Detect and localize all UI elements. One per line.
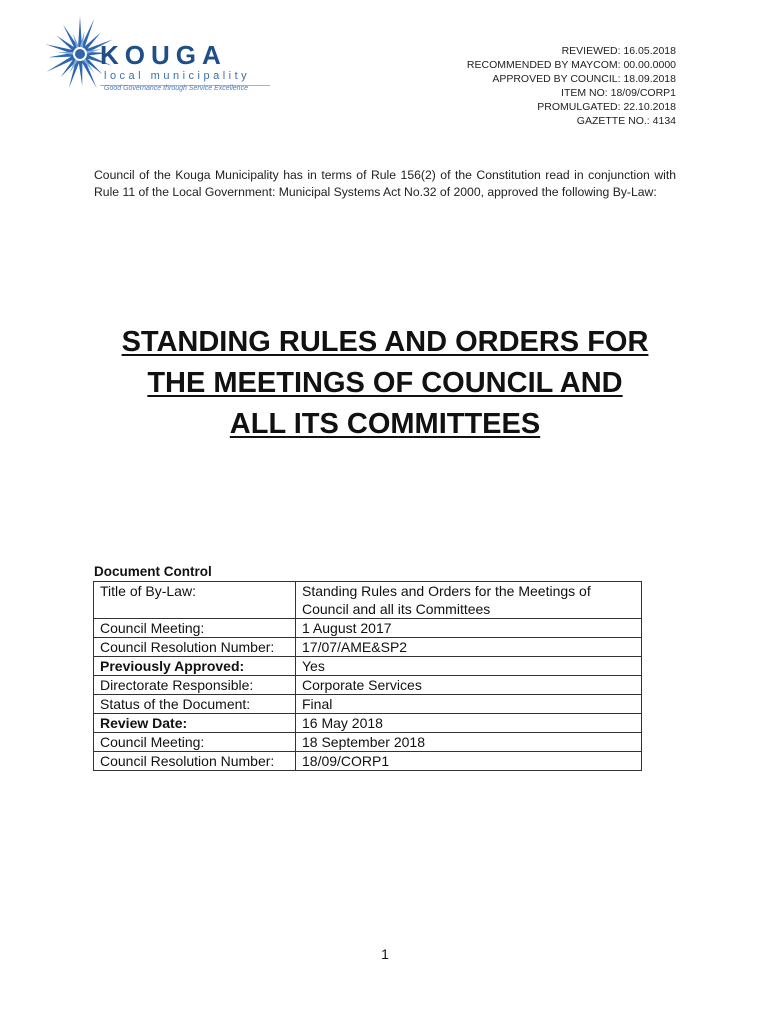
table-row (94, 582, 642, 619)
row-value: 17/07/AME&SP2 (296, 638, 642, 657)
table-row (94, 733, 642, 752)
row-label: Directorate Responsible: (94, 676, 296, 695)
row-label: Council Meeting: (94, 619, 296, 638)
page-number: 1 (381, 946, 389, 962)
row-value: Final (296, 695, 642, 714)
logo-name: KOUGA (100, 40, 227, 70)
document-metadata (467, 44, 676, 128)
title-line: THE MEETINGS OF COUNCIL AND (147, 367, 623, 399)
row-label: Council Resolution Number: (94, 752, 296, 771)
row-label: Review Date: (94, 714, 296, 733)
row-value: Corporate Services (296, 676, 642, 695)
table-row (94, 695, 642, 714)
table-row (94, 619, 642, 638)
table-row (94, 752, 642, 771)
row-value: 16 May 2018 (296, 714, 642, 733)
row-value: Yes (296, 657, 642, 676)
meta-recommended: RECOMMENDED BY MAYCOM: 00.00.0000 (466, 59, 676, 71)
document-control-heading: Document Control (94, 564, 212, 579)
municipality-logo (44, 14, 279, 96)
row-label: Title of By-Law: (94, 582, 296, 619)
meta-item-no: ITEM NO: 18/09/CORP1 (561, 87, 676, 99)
document-title (94, 322, 676, 445)
intro-paragraph: Council of the Kouga Municipality has in terms of Rule 156(2) of the Constitution read in conjunction with Rule 11 of the Local Government: Municipal Systems Act No.32 of 2000, approved the following By-Law: (94, 168, 676, 199)
row-label: Council Resolution Number: (94, 638, 296, 657)
meta-promulgated: PROMULGATED: 22.10.2018 (537, 101, 676, 113)
row-label: Previously Approved: (94, 657, 296, 676)
row-value: 18/09/CORP1 (296, 752, 642, 771)
title-line: ALL ITS COMMITTEES (229, 408, 541, 440)
row-value: 1 August 2017 (296, 619, 642, 638)
row-value: 18 September 2018 (296, 733, 642, 752)
row-label: Status of the Document: (94, 695, 296, 714)
logo-tagline: Good Governance through Service Excellence (104, 85, 248, 92)
meta-approved: APPROVED BY COUNCIL: 18.09.2018 (492, 73, 676, 85)
logo-subtitle: local municipality (104, 70, 251, 82)
document-control-table (93, 581, 642, 771)
row-label: Council Meeting: (94, 733, 296, 752)
title-line: STANDING RULES AND ORDERS FOR (121, 326, 649, 358)
table-row (94, 638, 642, 657)
meta-reviewed: REVIEWED: 16.05.2018 (561, 45, 676, 57)
table-row (94, 657, 642, 676)
table-row (94, 676, 642, 695)
row-value: Standing Rules and Orders for the Meetings of Council and all its Committees (296, 582, 642, 619)
meta-gazette: GAZETTE NO.: 4134 (576, 115, 676, 127)
table-row (94, 714, 642, 733)
